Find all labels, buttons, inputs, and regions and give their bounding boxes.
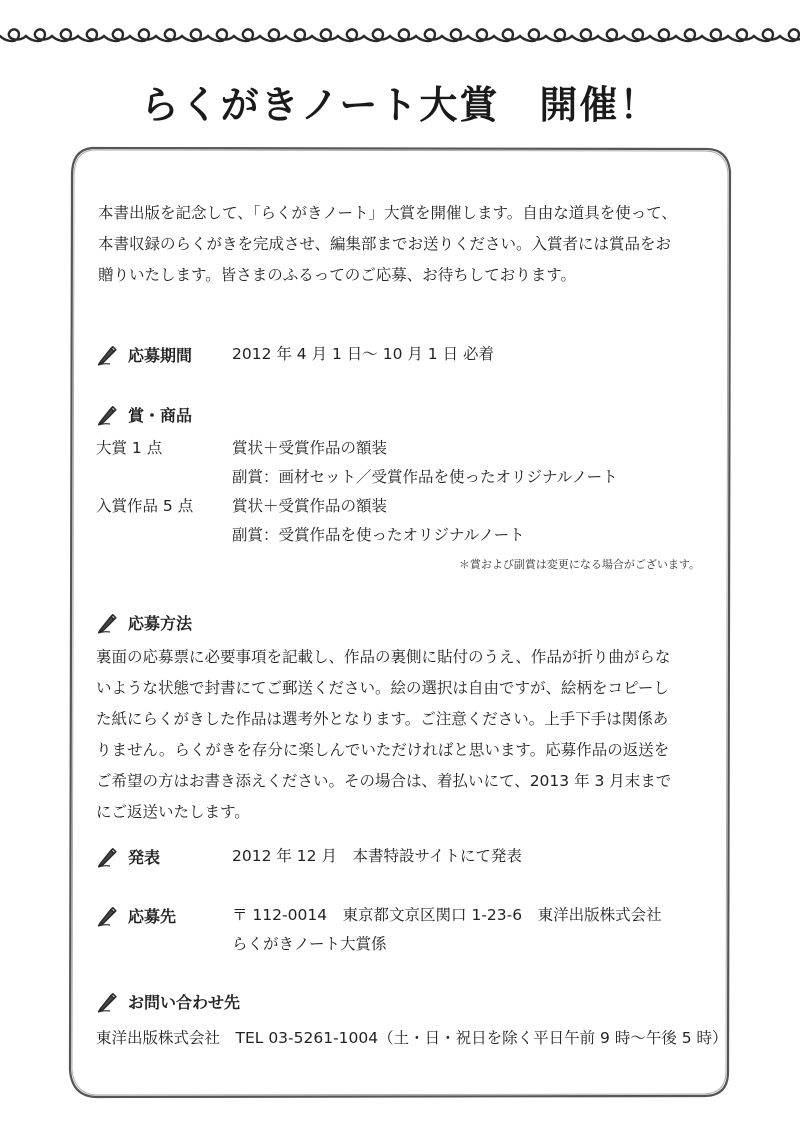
intro-line: 贈りいたします。皆さまのふるってのご応募、お待ちしております。 xyxy=(98,266,577,284)
entry-prize-line: 賞状＋受賞作品の額装 xyxy=(232,497,388,515)
page-title: らくがきノート大賞 開催！ xyxy=(140,82,660,127)
pencil-icon xyxy=(96,404,118,426)
pencil-icon xyxy=(96,344,118,366)
period-value: 2012 年 4 月 1 日～ 10 月 1 日 必着 xyxy=(232,345,495,363)
address-line: 〒 112-0014 東京都文京区関口 1-23-6 東洋出版株式会社 xyxy=(232,906,662,924)
grand-prize-line: 副賞：画材セット／受賞作品を使ったオリジナルノート xyxy=(232,468,618,486)
method-line: にご返送いたします。 xyxy=(96,803,250,821)
method-line: いような状態で封書にてご郵送ください。絵の選択は自由ですが、絵柄をコピーし xyxy=(96,679,669,697)
contact-value: 東洋出版株式会社 TEL 03-5261-1004（土・日・祝日を除く平日午前 9 時～午後 5 時） xyxy=(96,1029,728,1047)
entry-prize-label: 入賞作品 5 点 xyxy=(96,497,194,515)
pencil-icon xyxy=(96,846,118,868)
prize-note: ＊賞および副賞は変更になる場合がございます。 xyxy=(458,558,700,571)
method-line: 裏面の応募票に必要事項を記載し、作品の裏側に貼付のうえ、作品が折り曲がらな xyxy=(96,648,671,666)
section-announce xyxy=(96,845,160,868)
entry-prize-line: 副賞：受賞作品を使ったオリジナルノート xyxy=(232,526,525,544)
section-heading: 発表 xyxy=(128,848,161,867)
section-prizes xyxy=(96,403,192,426)
method-line: りません。らくがきを存分に楽しんでいただければと思います。応募作品の返送を xyxy=(96,741,670,759)
address-line: らくがきノート大賞係 xyxy=(232,935,387,953)
pencil-icon xyxy=(96,905,118,927)
section-heading: お問い合わせ先 xyxy=(128,993,241,1012)
intro-line: 本書出版を記念して、「らくがきノート」大賞を開催します。自由な道具を使って、 xyxy=(98,204,677,222)
intro-paragraph xyxy=(98,198,677,291)
section-period xyxy=(96,343,192,366)
section-contact xyxy=(96,990,240,1013)
method-paragraph xyxy=(96,642,671,828)
pencil-icon xyxy=(96,612,118,634)
grand-prize-label: 大賞 1 点 xyxy=(96,439,163,457)
section-heading: 応募期間 xyxy=(128,346,193,365)
section-method xyxy=(96,611,192,634)
intro-line: 本書収録のらくがきを完成させ、編集部までお送りください。入賞者には賞品をお xyxy=(98,235,672,253)
loop-border xyxy=(0,0,800,60)
pencil-icon xyxy=(96,991,118,1013)
section-heading: 応募方法 xyxy=(128,614,193,633)
section-heading: 応募先 xyxy=(128,907,177,926)
method-line: た紙にらくがきした作品は選考外となります。ご注意ください。上手下手は関係あ xyxy=(96,710,669,728)
announce-value: 2012 年 12 月 本書特設サイトにて発表 xyxy=(232,847,522,865)
section-heading: 賞・商品 xyxy=(128,406,193,425)
method-line: ご希望の方はお書き添えください。その場合は、着払いにて、2013 年 3 月末まで xyxy=(96,772,672,790)
section-address xyxy=(96,904,176,927)
grand-prize-line: 賞状＋受賞作品の額装 xyxy=(232,439,388,457)
